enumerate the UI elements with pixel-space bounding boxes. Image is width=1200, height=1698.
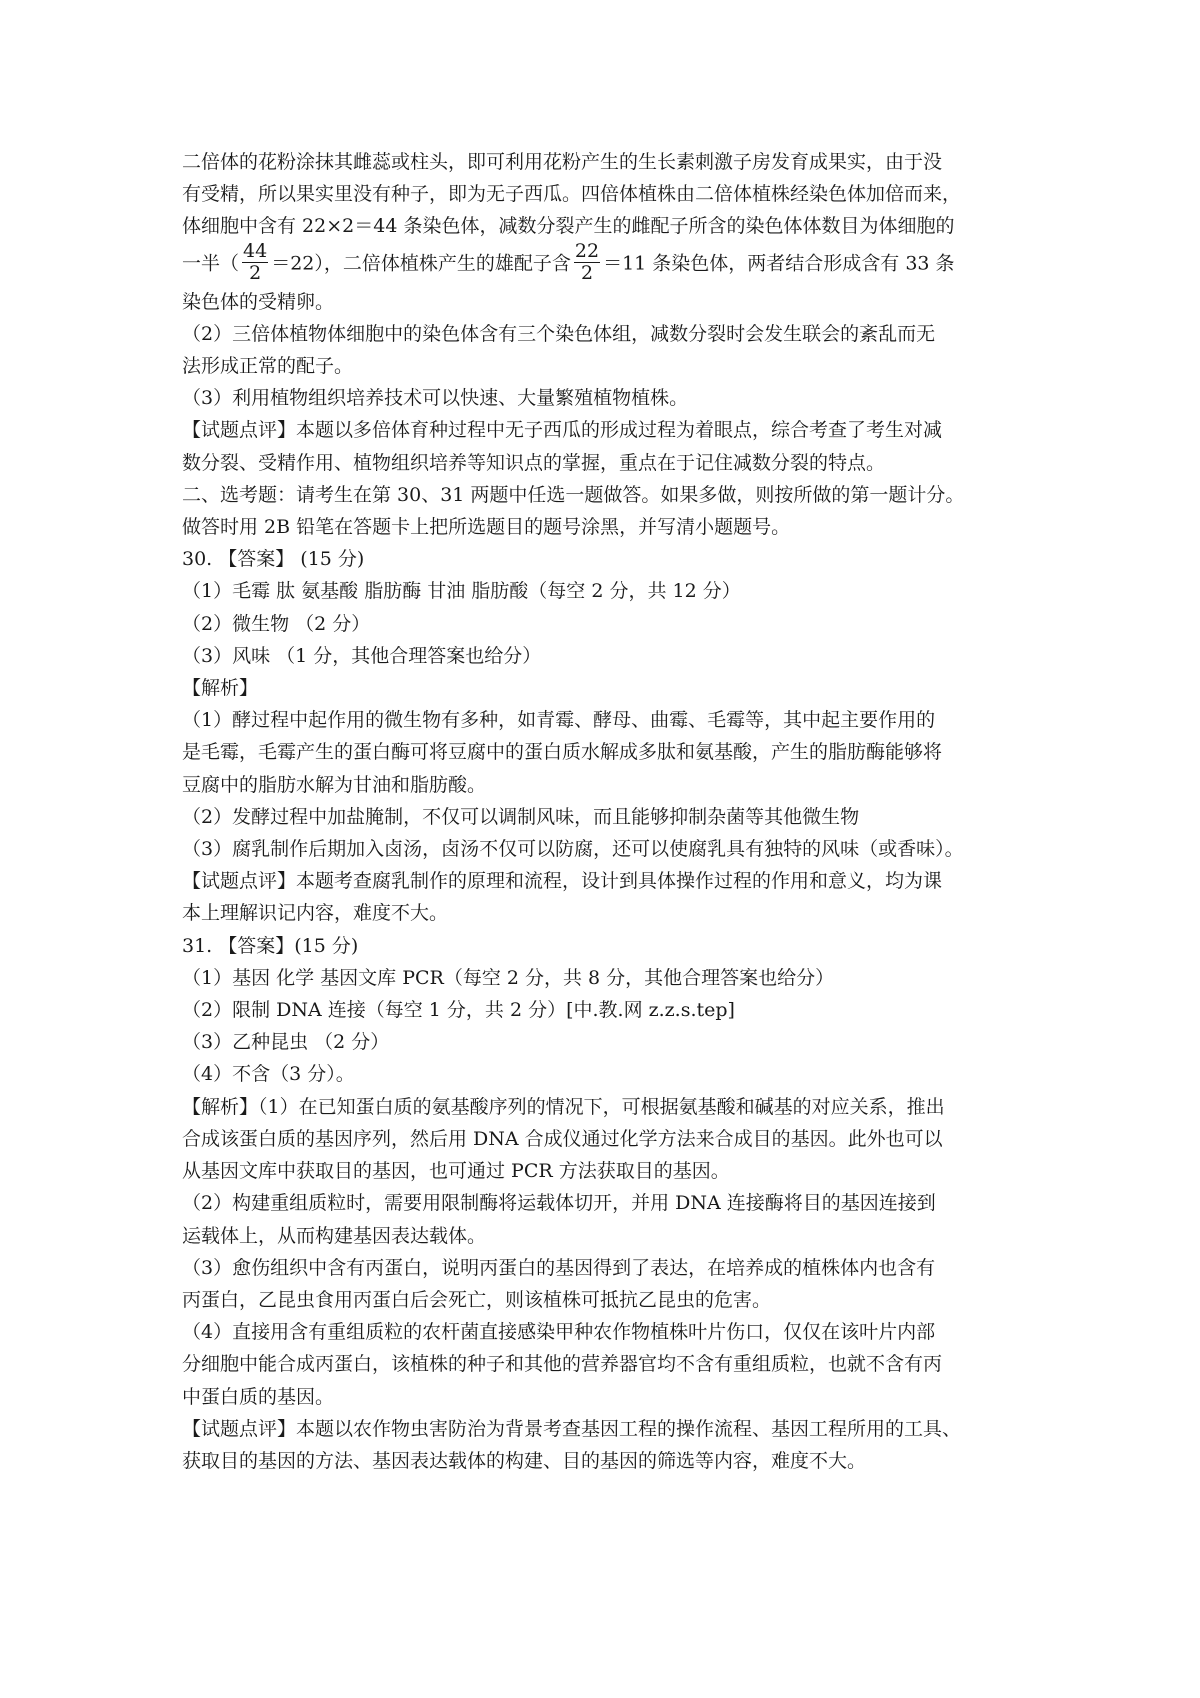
text-line: 二倍体的花粉涂抹其雌蕊或柱头，即可利用花粉产生的生长素刺激子房发育成果实，由于没 [182, 151, 943, 173]
text-line: （1）酵过程中起作用的微生物有多种，如青霉、酵母、曲霉、毛霉等，其中起主要作用的 [182, 709, 936, 732]
text-line: （2）限制 DNA 连接（每空 1 分，共 2 分）[中.教.网 z.z.s.tep] [182, 999, 735, 1022]
text-line: （2）三倍体植物体细胞中的染色体含有三个染色体组，减数分裂时会发生联会的紊乱而无 [182, 322, 936, 345]
text-line: （1）毛霉 肽 氨基酸 脂肪酶 甘油 脂肪酸（每空 2 分，共 12 分） [182, 580, 741, 603]
text-segment: 一半（ [182, 252, 240, 275]
text-line: （3）风味 （1 分，其他合理答案也给分） [182, 644, 542, 667]
text-line: （2）发酵过程中加盐腌制，不仅可以调制风味，而且能够抑制杂菌等其他微生物 [182, 805, 860, 828]
text-line: 做答时用 2B 铅笔在答题卡上把所选题目的题号涂黑，并写清小题题号。 [182, 516, 791, 539]
fraction-numerator: 44 [243, 239, 268, 262]
fraction-44-over-2 [242, 241, 268, 284]
section-heading: 二、选考题：请考生在第 30、31 两题中任选一题做答。如果多做，则按所做的第一题计分。 [182, 483, 965, 506]
text-line: 从基因文库中获取目的基因，也可通过 PCR 方法获取目的基因。 [182, 1160, 730, 1183]
text-line: 是毛霉，毛霉产生的蛋白酶可将豆腐中的蛋白质水解成多肽和氨基酸，产生的脂肪酶能够将 [182, 741, 943, 764]
fraction-text-line [182, 239, 1032, 286]
text-line: （1）基因 化学 基因文库 PCR（每空 2 分，共 8 分，其他合理答案也给分） [182, 966, 835, 989]
text-line: 中蛋白质的基因。 [182, 1385, 335, 1408]
fraction-numerator: 22 [574, 239, 600, 262]
text-line: （3）腐乳制作后期加入卤汤，卤汤不仅可以防腐，还可以使腐乳具有独特的风味（或香味）。 [182, 838, 964, 861]
text-line: （3）利用植物组织培养技术可以快速、大量繁殖植物植株。 [182, 387, 689, 410]
question-31-answer-heading: 31. 【答案】(15 分) [182, 934, 359, 957]
text-line: 【试题点评】本题考查腐乳制作的原理和流程，设计到具体操作过程的作用和意义，均为课 [182, 870, 943, 893]
fraction-denominator: 2 [249, 261, 262, 284]
text-line: （4）直接用含有重组质粒的农杆菌直接感染甲种农作物植株叶片伤口，仅仅在该叶片内部 [182, 1321, 936, 1344]
text-line: （2）构建重组质粒时，需要用限制酶将运载体切开，并用 DNA 连接酶将目的基因连接到 [182, 1192, 936, 1215]
fraction-denominator: 2 [580, 261, 594, 284]
text-line: 豆腐中的脂肪水解为甘油和脂肪酸。 [182, 773, 487, 796]
text-segment: ＝11 条染色体，两者结合形成含有 33 条 [603, 252, 955, 275]
text-line: 【试题点评】本题以多倍体育种过程中无子西瓜的形成过程为着眼点，综合考查了考生对减 [182, 419, 943, 442]
fraction-22-over-2 [574, 241, 600, 284]
text-line: 【试题点评】本题以农作物虫害防治为背景考查基因工程的操作流程、基因工程所用的工具、 [182, 1417, 962, 1440]
text-line: 运载体上，从而构建基因表达载体。 [182, 1224, 487, 1247]
text-line: 合成该蛋白质的基因序列，然后用 DNA 合成仪通过化学方法来合成目的基因。此外也可以 [182, 1127, 943, 1150]
analysis-heading: 【解析】 [182, 677, 259, 700]
text-line: 有受精，所以果实里没有种子，即为无子西瓜。四倍体植株由二倍体植株经染色体加倍而来， [182, 183, 962, 206]
question-30-answer-heading: 30. 【答案】 (15 分) [182, 548, 365, 571]
text-line: （2）微生物 （2 分） [182, 612, 371, 635]
text-line: 丙蛋白，乙昆虫食用丙蛋白后会死亡，则该植株可抵抗乙昆虫的危害。 [182, 1288, 772, 1311]
text-line: 体细胞中含有 22×2＝44 条染色体，减数分裂产生的雌配子所含的染色体体数目为体细胞的 [182, 215, 955, 238]
answer-text-body [182, 146, 1032, 1477]
text-line: 染色体的受精卵。 [182, 290, 335, 313]
text-line: （3）愈伤组织中含有丙蛋白，说明丙蛋白的基因得到了表达，在培养成的植株体内也含有 [182, 1256, 936, 1279]
text-line: （3）乙种昆虫 （2 分） [182, 1031, 390, 1054]
text-line: 本上理解识记内容，难度不大。 [182, 902, 449, 925]
text-line: 数分裂、受精作用、植物组织培养等知识点的掌握，重点在于记住减数分裂的特点。 [182, 451, 886, 474]
text-line: 分细胞中能合成丙蛋白，该植株的种子和其他的营养器官均不含有重组质粒，也就不含有丙 [182, 1353, 943, 1376]
text-segment: ＝22），二倍体植株产生的雄配子含 [271, 252, 571, 275]
text-line: 获取目的基因的方法、基因表达载体的构建、目的基因的筛选等内容，难度不大。 [182, 1449, 867, 1472]
text-line: 法形成正常的配子。 [182, 355, 354, 378]
text-line: （4）不含（3 分）。 [182, 1063, 355, 1086]
text-line: 【解析】（1）在已知蛋白质的氨基酸序列的情况下，可根据氨基酸和碱基的对应关系，推出 [182, 1095, 945, 1118]
